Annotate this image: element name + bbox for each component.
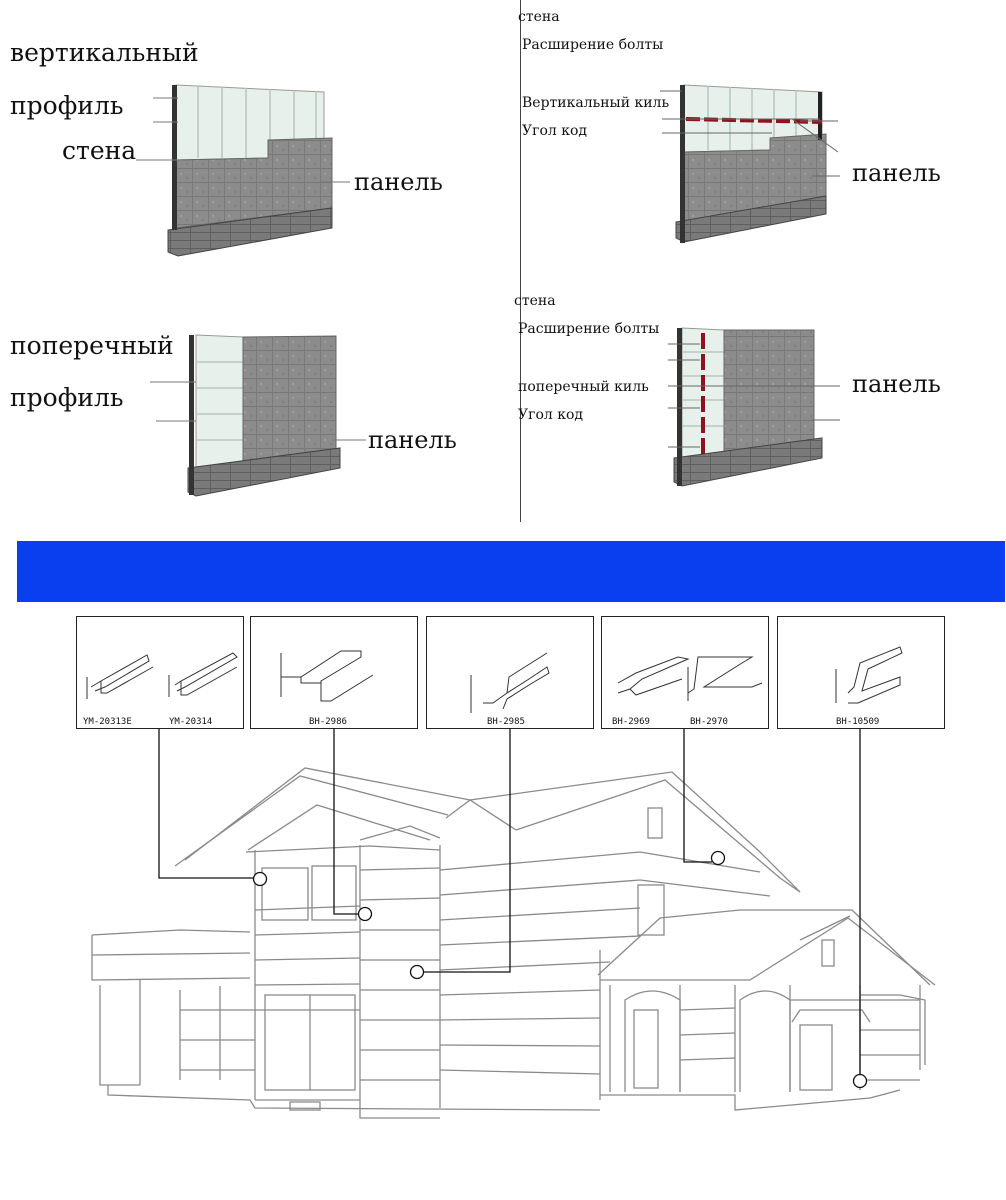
profile-box-4 xyxy=(601,616,769,729)
diagram-transverse-profile xyxy=(150,335,366,496)
profile-sketch-2 xyxy=(251,617,417,728)
label-bolt-2: Расширение болты xyxy=(518,321,660,337)
label-corner-code-1: Угол код xyxy=(522,123,588,139)
profile-code: YM-20314 xyxy=(169,717,213,727)
profile-code: YM-20313E xyxy=(83,717,132,727)
profile-box-3 xyxy=(426,616,594,729)
label-corner-code-2: Угол код xyxy=(518,407,584,423)
profile-code: BH-2970 xyxy=(690,717,728,727)
profile-box-5 xyxy=(777,616,945,729)
label-panel-right-2: панель xyxy=(852,370,941,398)
profile-box-1 xyxy=(76,616,244,729)
label-vertical-keel: Вертикальный киль xyxy=(522,95,670,111)
profile-sketch-5 xyxy=(778,617,944,728)
label-transverse-keel: поперечный киль xyxy=(518,379,649,395)
section-divider xyxy=(520,0,521,522)
profile-sketch-1 xyxy=(77,617,243,728)
label-transverse: поперечный xyxy=(10,331,174,360)
label-vertical: вертикальный xyxy=(10,38,199,67)
label-panel-right-1: панель xyxy=(852,159,941,187)
label-panel-1: панель xyxy=(354,168,443,196)
profile-sketch-3 xyxy=(427,617,593,728)
profile-box-2 xyxy=(250,616,418,729)
blue-band xyxy=(17,541,1005,602)
label-wall-2: стена xyxy=(514,293,556,309)
label-wall: стена xyxy=(62,136,137,165)
profile-code: BH-2969 xyxy=(612,717,650,727)
diagram-vertical-keel xyxy=(660,85,840,243)
profile-sketch-4 xyxy=(602,617,768,728)
label-panel-2: панель xyxy=(368,426,457,454)
label-profile-1: профиль xyxy=(10,91,124,120)
profile-code: BH-10509 xyxy=(836,717,880,727)
diagram-vertical-profile xyxy=(136,85,350,256)
profile-code: BH-2985 xyxy=(487,717,525,727)
house-drawing xyxy=(92,768,935,1118)
profile-code: BH-2986 xyxy=(309,717,347,727)
label-profile-2: профиль xyxy=(10,383,124,412)
label-wall-1: стена xyxy=(518,9,560,25)
diagram-transverse-keel xyxy=(668,328,840,486)
label-bolt-1: Расширение болты xyxy=(522,37,664,53)
